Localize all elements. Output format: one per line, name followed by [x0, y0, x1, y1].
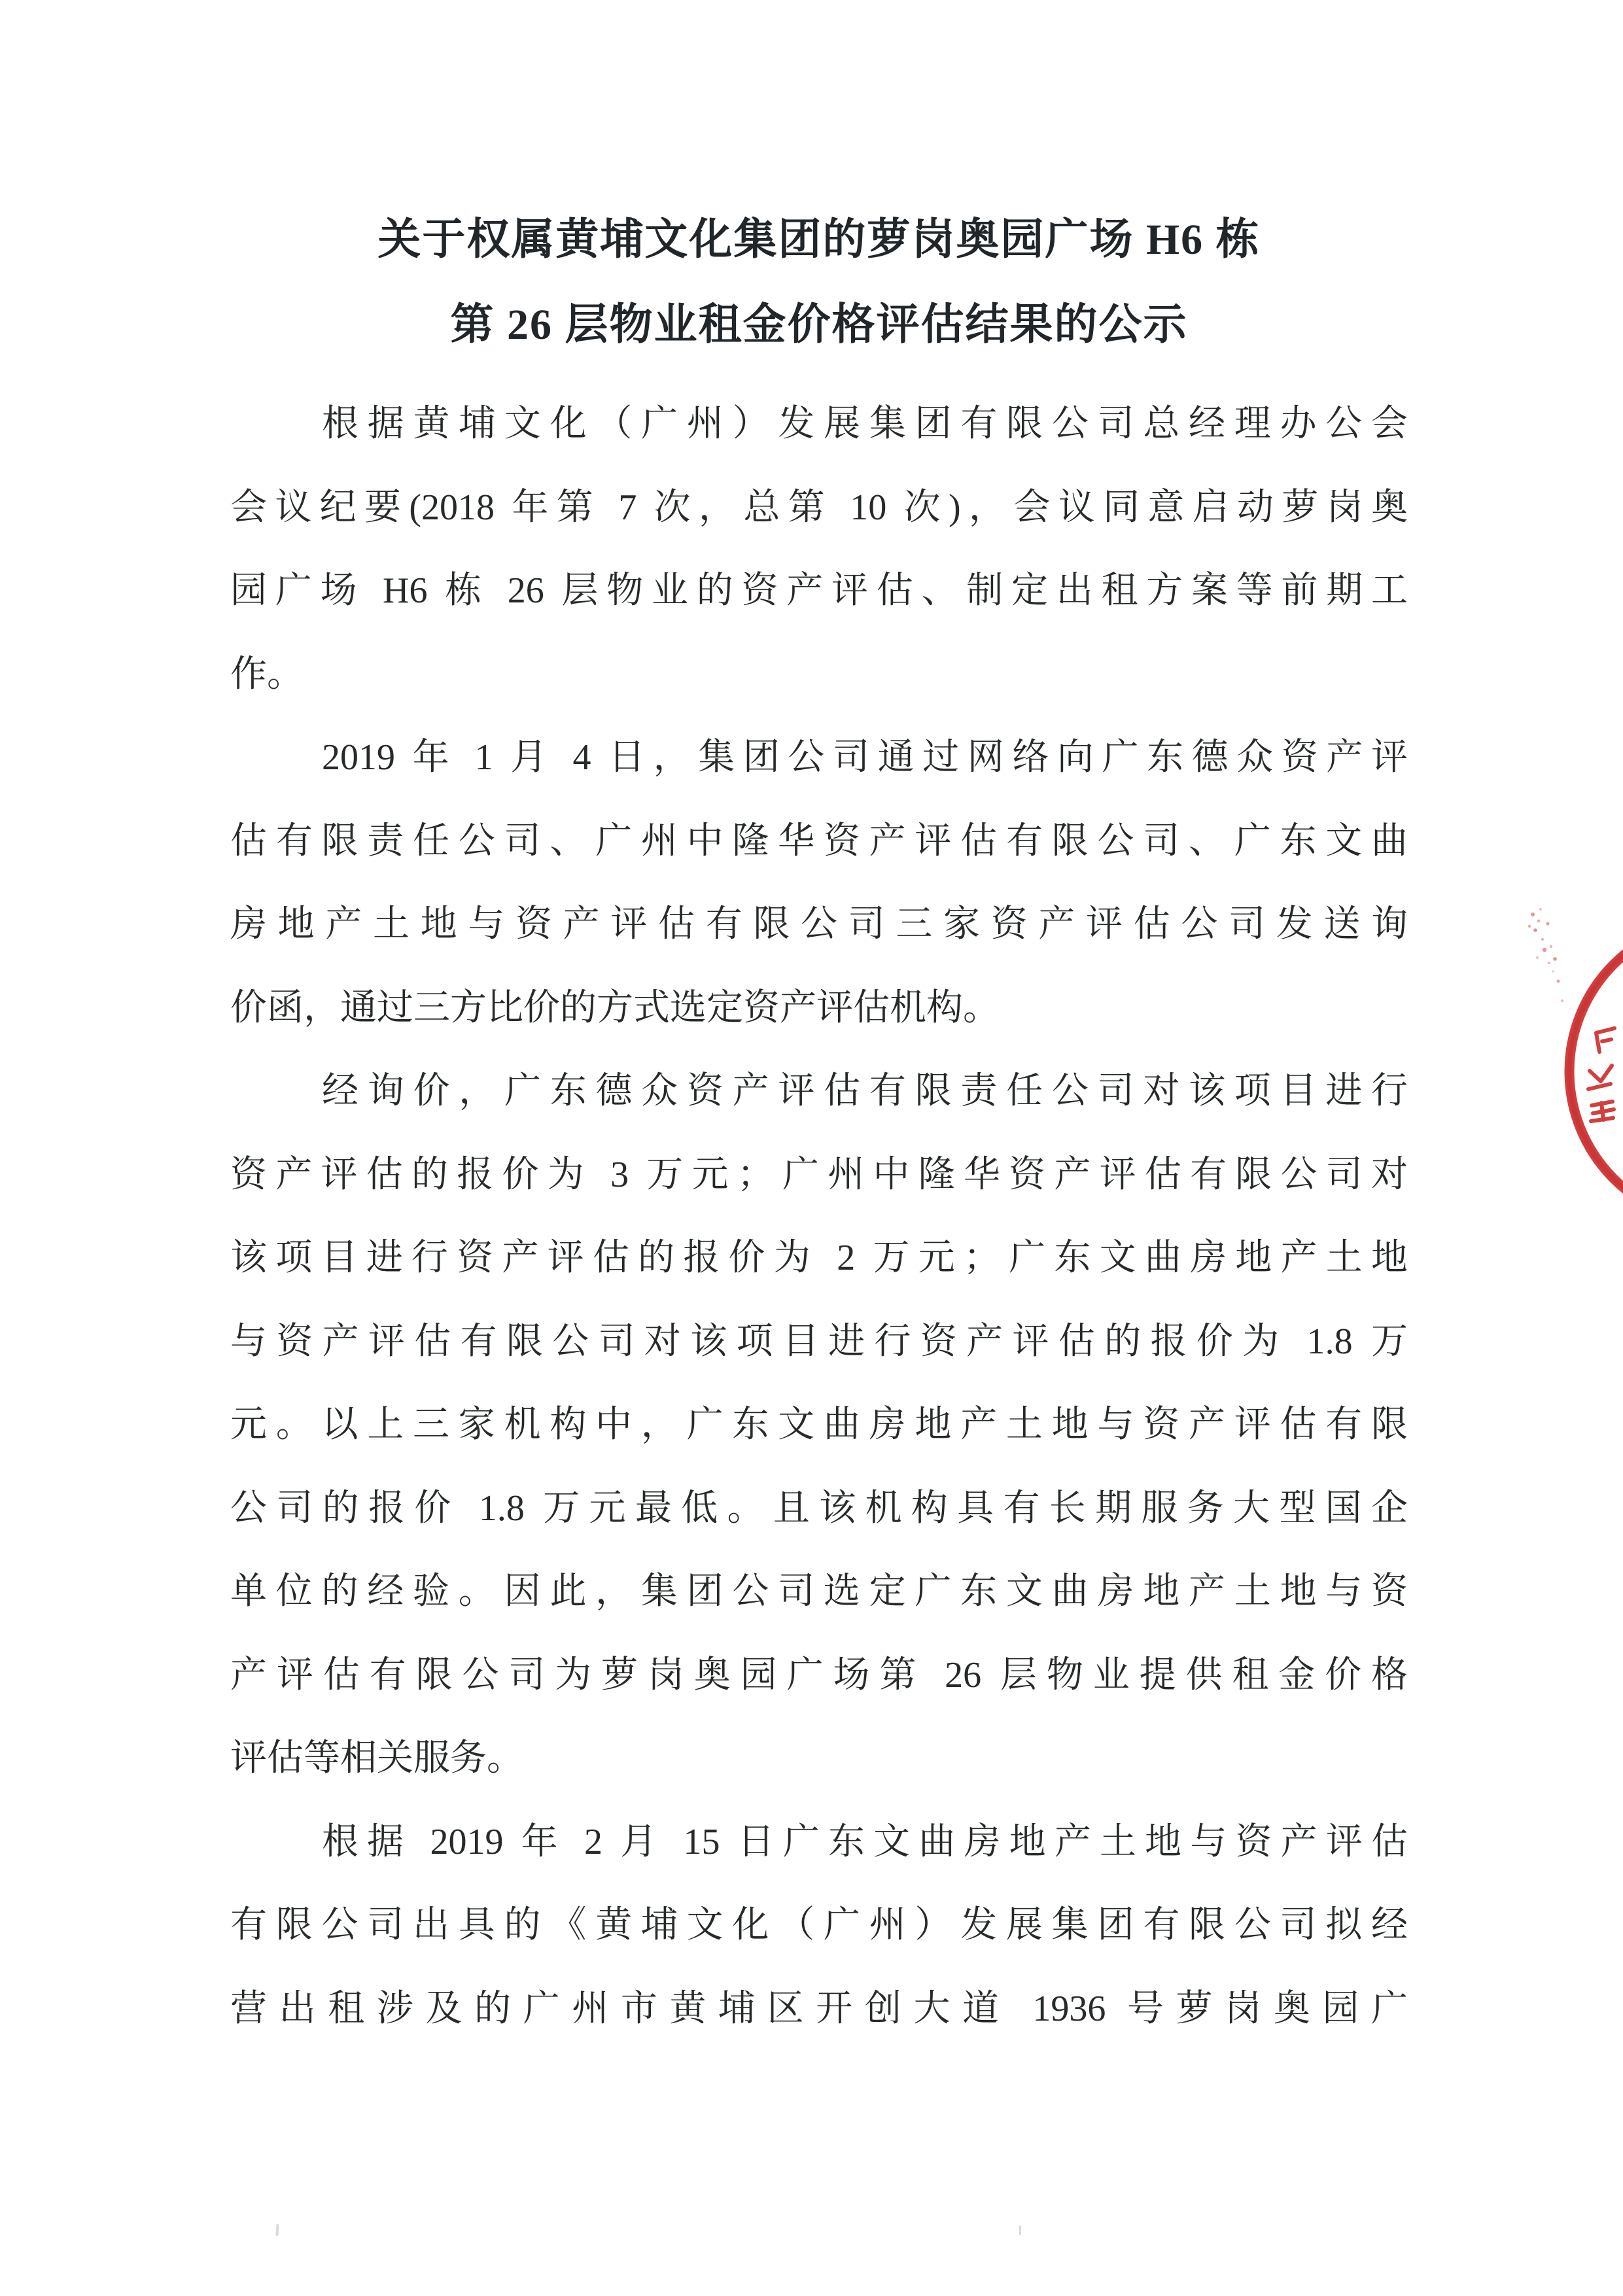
document-content	[230, 198, 1408, 2051]
body-text-line: 价函，通过三方比价的方式选定资产评估机构。	[230, 987, 1000, 1028]
body-text-line: 与资产评估有限公司对该项目进行资产评估的报价为 1.8 万	[230, 1321, 1408, 1362]
document-title-line-2: 第 26 层物业租金价格评估结果的公示	[450, 301, 1188, 349]
body-text-line: 2019 年 1 月 4 日，集团公司通过网络向广东德众资产评	[322, 737, 1408, 778]
body-text-line: 资产评估的报价为 3 万元；广州中隆华资产评估有限公司对	[230, 1154, 1408, 1195]
document-body	[230, 383, 1408, 2051]
body-text-line: 根据 2019 年 2 月 15 日广东文曲房地产土地与资产评估	[322, 1821, 1408, 1862]
scan-artifact-mark	[1019, 2225, 1021, 2235]
body-text-line: 营出租涉及的广州市黄埔区开创大道 1936 号萝岗奥园广	[230, 1988, 1408, 2029]
body-text-line: 作。	[230, 653, 304, 695]
body-text-line: 会议纪要(2018 年第 7 次，总第 10 次)，会议同意启动萝岗奥	[230, 487, 1408, 528]
body-text-line: 产评估有限公司为萝岗奥园广场第 26 层物业提供租金价格	[230, 1654, 1408, 1696]
body-text-line: 公司的报价 1.8 万元最低。且该机构具有长期服务大型国企	[230, 1487, 1408, 1529]
body-text-line: 元。以上三家机构中，广东文曲房地产土地与资产评估有限	[230, 1404, 1408, 1445]
seal-text-fragment-icon	[1588, 1028, 1614, 1121]
seal-ring-arc	[1569, 920, 1623, 1223]
body-text-line: 园广场 H6 栋 26 层物业的资产评估、制定出租方案等前期工	[230, 570, 1408, 611]
body-text-line: 估有限责任公司、广州中隆华资产评估有限公司、广东文曲	[230, 820, 1408, 861]
body-text-line: 经询价，广东德众资产评估有限责任公司对该项目进行	[322, 1071, 1408, 1111]
document-title-line-1: 关于权属黄埔文化集团的萝岗奥园广场 H6 栋	[377, 216, 1261, 264]
official-seal-stamp	[1524, 890, 1623, 1217]
scan-artifact-mark	[275, 2224, 279, 2236]
seal-ink-speckles	[1528, 908, 1563, 1002]
body-text-line: 评估等相关服务。	[230, 1738, 523, 1779]
body-text-line: 单位的经验。因此，集团公司选定广东文曲房地产土地与资	[230, 1571, 1408, 1612]
body-text-line: 房地产土地与资产评估有限公司三家资产评估公司发送询	[230, 904, 1408, 945]
body-text-line: 该项目进行资产评估的报价为 2 万元；广东文曲房地产土地	[230, 1238, 1408, 1278]
body-text-line: 有限公司出具的《黄埔文化（广州）发展集团有限公司拟经	[230, 1905, 1408, 1945]
body-text-line: 根据黄埔文化（广州）发展集团有限公司总经理办公会	[322, 404, 1408, 444]
